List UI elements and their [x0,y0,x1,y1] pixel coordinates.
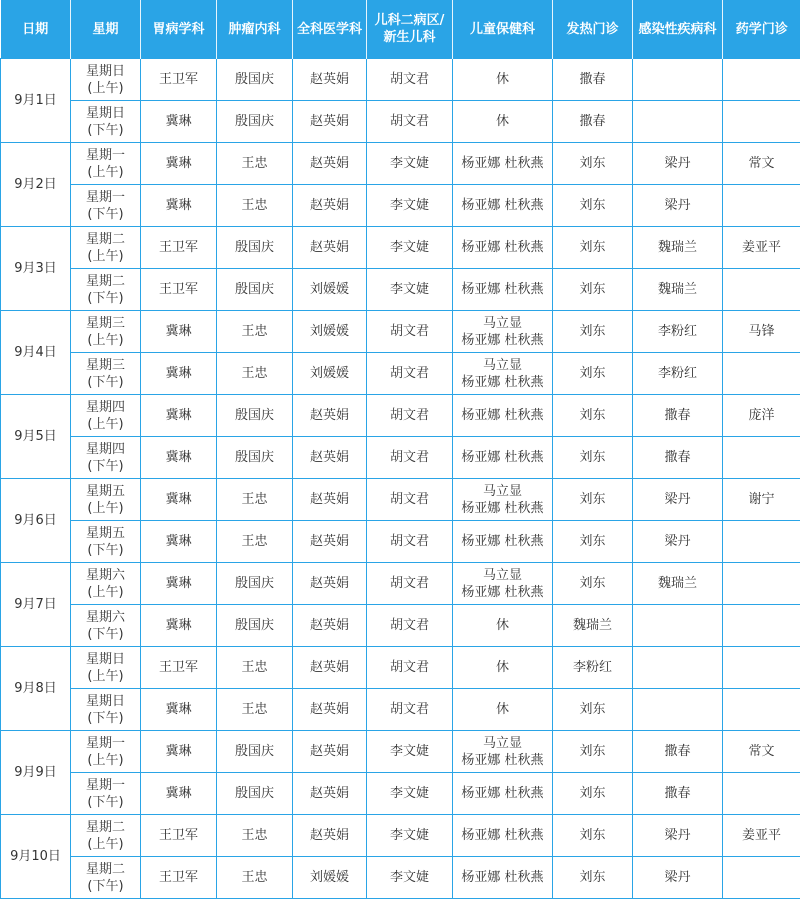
period-label: (下午) [87,710,124,726]
oncology-cell: 王忠 [217,521,293,563]
gastro-cell: 王卫军 [141,647,217,689]
general-cell: 赵英娟 [293,605,367,647]
oncology-cell: 殷国庆 [217,605,293,647]
pharmacy-cell: 常文 [723,143,800,185]
weekday-label: 星期二 [85,861,125,877]
pharmacy-cell [723,353,800,395]
infectious-cell: 撒春 [633,395,723,437]
weekday-cell [71,59,141,101]
fever-clinic-cell: 刘东 [553,269,633,311]
period-label: (上午) [87,164,124,180]
fever-clinic-cell: 刘东 [553,521,633,563]
header-row [1,0,800,59]
weekday-label: 星期二 [85,819,125,835]
gastro-cell: 王卫军 [141,815,217,857]
weekday-label: 星期一 [85,735,125,751]
pharmacy-cell [723,521,800,563]
oncology-cell: 王忠 [217,689,293,731]
oncology-cell: 殷国庆 [217,563,293,605]
pharmacy-cell [723,59,800,101]
weekday-label: 星期六 [85,567,125,583]
fever-clinic-cell: 刘东 [553,311,633,353]
gastro-cell: 冀琳 [141,143,217,185]
gastro-cell: 王卫军 [141,59,217,101]
schedule-row [1,269,800,311]
header-weekday: 星期 [71,0,141,59]
pharmacy-cell [723,437,800,479]
pediatrics-cell: 李文婕 [367,731,453,773]
gastro-cell: 王卫军 [141,269,217,311]
pharmacy-cell [723,605,800,647]
period-label: (下午) [87,206,124,222]
period-label: (上午) [87,332,124,348]
child-health-cell: 杨亚娜 杜秋燕 [453,521,553,563]
pediatrics-cell: 李文婕 [367,185,453,227]
header-infectious: 感染性疾病科 [633,0,723,59]
pharmacy-cell [723,689,800,731]
general-cell: 赵英娟 [293,143,367,185]
weekday-label: 星期三 [85,357,125,373]
fever-clinic-cell: 撒春 [553,59,633,101]
period-label: (下午) [87,878,124,894]
weekday-label: 星期一 [85,189,125,205]
oncology-cell: 殷国庆 [217,395,293,437]
weekday-cell [71,731,141,773]
oncology-cell: 王忠 [217,185,293,227]
weekday-cell [71,227,141,269]
oncology-cell: 王忠 [217,857,293,899]
period-label: (下午) [87,122,124,138]
date-cell: 9月4日 [1,311,71,395]
schedule-row [1,395,800,437]
period-label: (下午) [87,542,124,558]
pharmacy-cell [723,563,800,605]
child-health-cell: 杨亚娜 杜秋燕 [453,437,553,479]
child-health-cell: 杨亚娜 杜秋燕 [453,773,553,815]
oncology-cell: 王忠 [217,353,293,395]
gastro-cell: 冀琳 [141,521,217,563]
weekday-cell [71,143,141,185]
header-general: 全科医学科 [293,0,367,59]
child-health-cell: 杨亚娜 杜秋燕 [453,143,553,185]
child-health-cell: 马立显 杨亚娜 杜秋燕 [453,563,553,605]
pediatrics-cell: 李文婕 [367,227,453,269]
pharmacy-cell: 马锋 [723,311,800,353]
pharmacy-cell: 谢宁 [723,479,800,521]
period-label: (上午) [87,500,124,516]
weekday-cell [71,479,141,521]
child-health-cell: 杨亚娜 杜秋燕 [453,857,553,899]
general-cell: 赵英娟 [293,773,367,815]
fever-clinic-cell: 刘东 [553,773,633,815]
period-label: (上午) [87,416,124,432]
child-health-cell: 杨亚娜 杜秋燕 [453,815,553,857]
schedule-row [1,647,800,689]
oncology-cell: 殷国庆 [217,773,293,815]
pediatrics-cell: 胡文君 [367,689,453,731]
fever-clinic-cell: 李粉红 [553,647,633,689]
weekday-cell [71,269,141,311]
schedule-row [1,101,800,143]
fever-clinic-cell: 刘东 [553,395,633,437]
weekday-cell [71,563,141,605]
infectious-cell [633,689,723,731]
weekday-label: 星期二 [85,231,125,247]
weekday-cell [71,437,141,479]
general-cell: 赵英娟 [293,59,367,101]
infectious-cell: 梁丹 [633,815,723,857]
infectious-cell: 梁丹 [633,857,723,899]
period-label: (上午) [87,80,124,96]
weekday-label: 星期日 [85,651,125,667]
infectious-cell: 魏瑞兰 [633,227,723,269]
period-label: (下午) [87,458,124,474]
weekday-cell [71,605,141,647]
infectious-cell [633,101,723,143]
period-label: (下午) [87,374,124,390]
date-cell: 9月7日 [1,563,71,647]
date-cell: 9月5日 [1,395,71,479]
date-cell: 9月6日 [1,479,71,563]
period-label: (上午) [87,248,124,264]
schedule-row [1,59,800,101]
child-health-cell: 马立显 杨亚娜 杜秋燕 [453,731,553,773]
oncology-cell: 王忠 [217,143,293,185]
date-cell: 9月2日 [1,143,71,227]
infectious-cell: 李粉红 [633,353,723,395]
weekday-label: 星期日 [85,105,125,121]
general-cell: 赵英娟 [293,395,367,437]
pediatrics-cell: 胡文君 [367,437,453,479]
weekday-label: 星期日 [85,693,125,709]
date-cell: 9月9日 [1,731,71,815]
child-health-cell: 马立显 杨亚娜 杜秋燕 [453,353,553,395]
gastro-cell: 冀琳 [141,773,217,815]
pharmacy-cell [723,773,800,815]
infectious-cell: 梁丹 [633,479,723,521]
period-label: (上午) [87,668,124,684]
weekday-cell [71,101,141,143]
schedule-row [1,605,800,647]
child-health-cell: 休 [453,59,553,101]
pharmacy-cell [723,185,800,227]
fever-clinic-cell: 刘东 [553,227,633,269]
oncology-cell: 殷国庆 [217,437,293,479]
period-label: (下午) [87,290,124,306]
infectious-cell: 魏瑞兰 [633,563,723,605]
fever-clinic-cell: 刘东 [553,815,633,857]
weekday-label: 星期四 [85,441,125,457]
infectious-cell: 魏瑞兰 [633,269,723,311]
weekday-label: 星期日 [85,63,125,79]
child-health-cell: 杨亚娜 杜秋燕 [453,227,553,269]
child-health-cell: 休 [453,647,553,689]
child-health-cell: 休 [453,689,553,731]
gastro-cell: 王卫军 [141,857,217,899]
general-cell: 刘媛媛 [293,353,367,395]
infectious-cell: 撒春 [633,773,723,815]
pediatrics-cell: 胡文君 [367,101,453,143]
weekday-label: 星期一 [85,147,125,163]
gastro-cell: 冀琳 [141,353,217,395]
oncology-cell: 殷国庆 [217,227,293,269]
pediatrics-cell: 胡文君 [367,479,453,521]
period-label: (上午) [87,752,124,768]
gastro-cell: 冀琳 [141,563,217,605]
schedule-row [1,773,800,815]
schedule-row [1,521,800,563]
general-cell: 赵英娟 [293,101,367,143]
header-pediatrics-neonatal: 儿科二病区/新生儿科 [367,0,453,59]
oncology-cell: 殷国庆 [217,59,293,101]
gastro-cell: 冀琳 [141,185,217,227]
schedule-row [1,731,800,773]
weekday-cell [71,521,141,563]
gastro-cell: 冀琳 [141,395,217,437]
pharmacy-cell: 姜亚平 [723,815,800,857]
schedule-row [1,815,800,857]
weekday-cell [71,185,141,227]
oncology-cell: 殷国庆 [217,269,293,311]
weekday-cell [71,353,141,395]
pediatrics-cell: 胡文君 [367,353,453,395]
general-cell: 赵英娟 [293,185,367,227]
pediatrics-cell: 李文婕 [367,815,453,857]
child-health-cell: 杨亚娜 杜秋燕 [453,395,553,437]
pharmacy-cell [723,269,800,311]
fever-clinic-cell: 刘东 [553,731,633,773]
pharmacy-cell: 常文 [723,731,800,773]
pediatrics-cell: 胡文君 [367,311,453,353]
infectious-cell: 梁丹 [633,143,723,185]
oncology-cell: 王忠 [217,815,293,857]
weekday-cell [71,857,141,899]
period-label: (下午) [87,794,124,810]
pediatrics-cell: 胡文君 [367,647,453,689]
general-cell: 赵英娟 [293,815,367,857]
gastro-cell: 王卫军 [141,227,217,269]
header-date: 日期 [1,0,71,59]
pediatrics-cell: 胡文君 [367,521,453,563]
date-cell: 9月1日 [1,59,71,143]
weekday-label: 星期六 [85,609,125,625]
general-cell: 赵英娟 [293,479,367,521]
general-cell: 赵英娟 [293,647,367,689]
general-cell: 赵英娟 [293,731,367,773]
weekday-cell [71,815,141,857]
weekday-cell [71,647,141,689]
fever-clinic-cell: 刘东 [553,479,633,521]
general-cell: 赵英娟 [293,437,367,479]
period-label: (上午) [87,836,124,852]
gastro-cell: 冀琳 [141,731,217,773]
weekday-label: 星期五 [85,483,125,499]
pharmacy-cell [723,857,800,899]
pediatrics-cell: 李文婕 [367,269,453,311]
infectious-cell: 梁丹 [633,185,723,227]
weekday-cell [71,311,141,353]
infectious-cell [633,647,723,689]
general-cell: 刘媛媛 [293,311,367,353]
weekday-label: 星期五 [85,525,125,541]
oncology-cell: 王忠 [217,479,293,521]
pediatrics-cell: 胡文君 [367,563,453,605]
infectious-cell [633,605,723,647]
date-cell: 9月8日 [1,647,71,731]
schedule-row [1,437,800,479]
header-fever-clinic: 发热门诊 [553,0,633,59]
pharmacy-cell [723,647,800,689]
gastro-cell: 冀琳 [141,437,217,479]
schedule-row [1,563,800,605]
infectious-cell: 李粉红 [633,311,723,353]
weekday-label: 星期二 [85,273,125,289]
gastro-cell: 冀琳 [141,689,217,731]
general-cell: 赵英娟 [293,521,367,563]
fever-clinic-cell: 刘东 [553,689,633,731]
child-health-cell: 休 [453,605,553,647]
gastro-cell: 冀琳 [141,479,217,521]
fever-clinic-cell: 刘东 [553,857,633,899]
schedule-row [1,479,800,521]
gastro-cell: 冀琳 [141,311,217,353]
period-label: (下午) [87,626,124,642]
schedule-row [1,857,800,899]
fever-clinic-cell: 刘东 [553,563,633,605]
weekday-cell [71,689,141,731]
pediatrics-cell: 胡文君 [367,395,453,437]
child-health-cell: 休 [453,101,553,143]
pediatrics-cell: 胡文君 [367,605,453,647]
pediatrics-cell: 李文婕 [367,143,453,185]
child-health-cell: 马立显 杨亚娜 杜秋燕 [453,311,553,353]
child-health-cell: 杨亚娜 杜秋燕 [453,185,553,227]
fever-clinic-cell: 刘东 [553,437,633,479]
pharmacy-cell: 姜亚平 [723,227,800,269]
oncology-cell: 王忠 [217,311,293,353]
infectious-cell [633,59,723,101]
oncology-cell: 殷国庆 [217,101,293,143]
fever-clinic-cell: 魏瑞兰 [553,605,633,647]
infectious-cell: 撒春 [633,731,723,773]
weekday-cell [71,395,141,437]
general-cell: 赵英娟 [293,689,367,731]
schedule-row [1,185,800,227]
pediatrics-cell: 胡文君 [367,59,453,101]
schedule-row [1,143,800,185]
weekday-cell [71,773,141,815]
pediatrics-cell: 李文婕 [367,773,453,815]
child-health-cell: 马立显 杨亚娜 杜秋燕 [453,479,553,521]
fever-clinic-cell: 刘东 [553,143,633,185]
header-gastro: 胃病学科 [141,0,217,59]
oncology-cell: 王忠 [217,647,293,689]
general-cell: 赵英娟 [293,227,367,269]
schedule-row [1,353,800,395]
header-child-health: 儿童保健科 [453,0,553,59]
schedule-row [1,227,800,269]
general-cell: 刘媛媛 [293,857,367,899]
gastro-cell: 冀琳 [141,101,217,143]
pharmacy-cell [723,101,800,143]
oncology-cell: 殷国庆 [217,731,293,773]
fever-clinic-cell: 刘东 [553,353,633,395]
period-label: (上午) [87,584,124,600]
weekday-label: 星期一 [85,777,125,793]
header-pharmacy: 药学门诊 [723,0,800,59]
gastro-cell: 冀琳 [141,605,217,647]
fever-clinic-cell: 撒春 [553,101,633,143]
date-cell: 9月3日 [1,227,71,311]
date-cell: 9月10日 [1,815,71,899]
weekday-label: 星期四 [85,399,125,415]
schedule-row [1,689,800,731]
fever-clinic-cell: 刘东 [553,185,633,227]
weekday-label: 星期三 [85,315,125,331]
header-oncology: 肿瘤内科 [217,0,293,59]
child-health-cell: 杨亚娜 杜秋燕 [453,269,553,311]
general-cell: 刘媛媛 [293,269,367,311]
pharmacy-cell: 庞洋 [723,395,800,437]
infectious-cell: 梁丹 [633,521,723,563]
pediatrics-cell: 李文婕 [367,857,453,899]
infectious-cell: 撒春 [633,437,723,479]
schedule-row [1,311,800,353]
general-cell: 赵英娟 [293,563,367,605]
